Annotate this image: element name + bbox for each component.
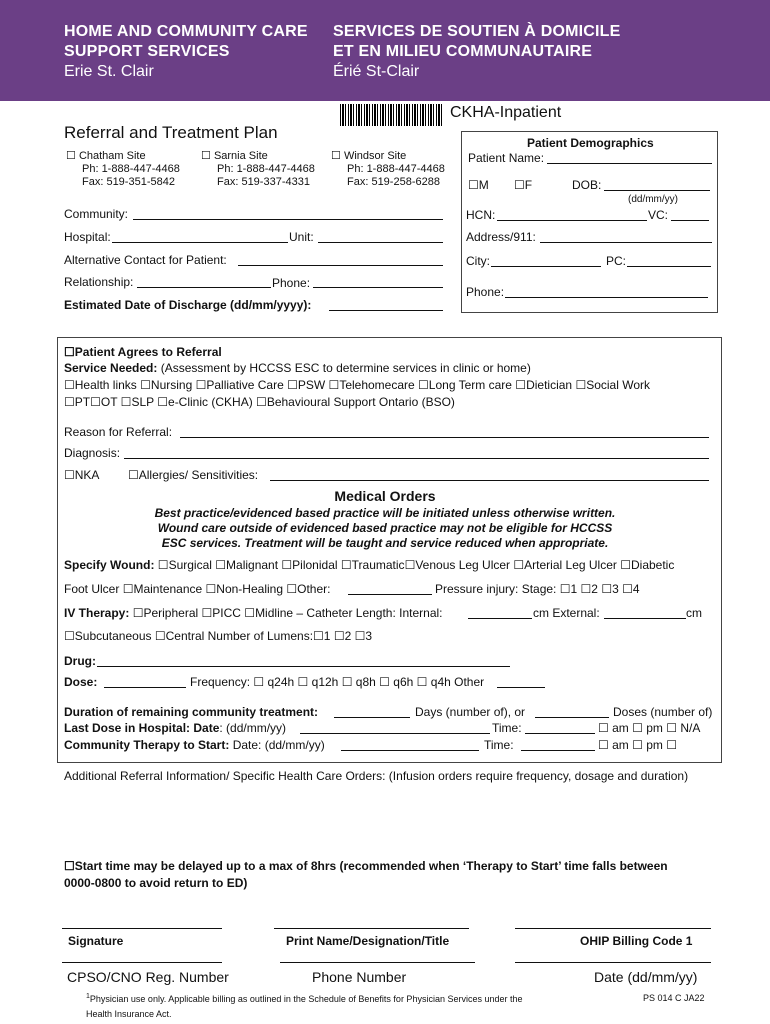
iv-option-label: Central: [165, 629, 205, 643]
site-name: Windsor Site: [343, 150, 407, 162]
service-label: SLP: [131, 395, 154, 409]
female-label: F: [524, 178, 533, 192]
diagnosis-field[interactable]: [124, 458, 709, 459]
dose-label: Dose:: [64, 675, 98, 689]
community-field[interactable]: [133, 219, 443, 220]
checkbox-icon[interactable]: [405, 558, 416, 572]
wound-option-label: Pilonidal: [292, 558, 338, 572]
checkbox-icon[interactable]: [253, 675, 264, 689]
lumen-label: 2: [344, 629, 352, 643]
footnote: [86, 989, 523, 1022]
freq-q8h[interactable]: [342, 675, 376, 689]
services-row1: [64, 378, 650, 392]
hospital-label: Hospital:: [64, 230, 111, 244]
duration-days-label: Days (number of), or: [415, 705, 526, 719]
form-title: Referral and Treatment Plan: [64, 123, 278, 142]
start-time-note[interactable]: [64, 859, 668, 873]
reason-label: Reason for Referral:: [64, 425, 173, 439]
checkbox-icon[interactable]: [201, 150, 211, 162]
checkbox-icon[interactable]: [64, 468, 75, 482]
checkbox-icon[interactable]: [560, 582, 571, 596]
drug-field[interactable]: [97, 666, 510, 667]
reason-field[interactable]: [180, 437, 709, 438]
iv-option-label: Subcutaneous: [74, 629, 152, 643]
orders-note-3: ESC services. Treatment will be taught and service reduced when appropriate.: [161, 536, 609, 550]
iv-option-label: PICC: [212, 606, 241, 620]
pc-field[interactable]: [627, 266, 711, 267]
frequency-row: [190, 675, 484, 689]
relationship-label: Relationship:: [64, 275, 134, 289]
checkbox-icon[interactable]: [64, 345, 75, 359]
footnote-line-2: Health Insurance Act.: [86, 1009, 172, 1019]
demo-phone-field[interactable]: [505, 297, 708, 298]
header-banner: [0, 0, 770, 101]
site-windsor[interactable]: [331, 150, 445, 189]
address-label: Address/911:: [466, 230, 536, 244]
site-phone: Ph: 1-888-447-4468: [82, 163, 180, 175]
lumen-label: 3: [365, 629, 373, 643]
allergies-option[interactable]: [128, 468, 258, 482]
checkbox-icon[interactable]: [256, 395, 267, 409]
dose-field[interactable]: [104, 687, 186, 688]
header-en-region: Erie St. Clair: [64, 63, 154, 80]
additional-info-label: Additional Referral Information/ Specific Health Care Orders: (Infusion orders require frequency, dosage and duration): [64, 769, 689, 783]
wound-option-label: Non-Healing: [216, 582, 283, 596]
dob-format: (dd/mm/yy): [628, 194, 678, 205]
last-dose-date-field[interactable]: [300, 733, 490, 734]
start-am[interactable]: [598, 738, 629, 752]
cm-external-label: cm External:: [533, 606, 600, 620]
service-ltc[interactable]: [418, 378, 512, 392]
freq-label: q6h: [393, 675, 414, 689]
patient-agrees[interactable]: [64, 345, 222, 359]
barcode: [340, 104, 444, 126]
alt-contact-field[interactable]: [238, 265, 443, 266]
alt-contact-label: Alternative Contact for Patient:: [64, 253, 227, 267]
pressure-injury-label: Pressure injury: Stage:: [435, 582, 557, 596]
na-label: N/A: [680, 721, 701, 735]
service-label: Social Work: [586, 378, 650, 392]
cpso-label: CPSO/CNO Reg. Number: [67, 969, 229, 985]
sex-male[interactable]: [468, 178, 489, 192]
hospital-field[interactable]: [112, 242, 288, 243]
checkbox-icon[interactable]: [313, 629, 324, 643]
wound-option-label: Venous Leg Ulcer: [415, 558, 511, 572]
freq-other-field[interactable]: [497, 687, 545, 688]
site-chatham[interactable]: [66, 150, 180, 189]
community-start-label: Community Therapy to Start:: [64, 738, 230, 752]
community-start-format: Date: (dd/mm/yy): [229, 738, 325, 752]
dose-row: [64, 675, 97, 689]
checkbox-icon[interactable]: [298, 675, 309, 689]
freq-q12h[interactable]: [298, 675, 339, 689]
orders-note-1: Best practice/evidenced based practice will be initiated unless otherwise written.: [154, 506, 616, 520]
checkbox-icon[interactable]: [620, 558, 631, 572]
additional-info-area[interactable]: [64, 786, 714, 850]
checkbox-icon[interactable]: [64, 395, 75, 409]
relationship-field[interactable]: [137, 287, 271, 288]
freq-q4h[interactable]: [417, 675, 451, 689]
wound-option-label: Other:: [297, 582, 331, 596]
checkbox-icon[interactable]: [329, 378, 340, 392]
checkbox-icon[interactable]: [581, 582, 592, 596]
lumen-2[interactable]: [334, 629, 351, 643]
service-label: Health links: [74, 378, 137, 392]
wound-malignant[interactable]: [215, 558, 278, 572]
wound-option-label: Maintenance: [133, 582, 203, 596]
patient-name-label: Patient Name:: [468, 151, 545, 165]
wound-other-field[interactable]: [348, 594, 432, 595]
iv-peripheral[interactable]: [133, 606, 198, 620]
print-name-label: Print Name/Designation/Title: [286, 934, 450, 948]
checkbox-icon[interactable]: [66, 150, 76, 162]
date-line[interactable]: [515, 962, 711, 963]
diagnosis-label: Diagnosis:: [64, 446, 121, 460]
footnote-line-1: Physician use only. Applicable billing as outlined in the Schedule of Benefits for Physician Services under the: [89, 994, 523, 1004]
service-health-links[interactable]: [64, 378, 137, 392]
last-dose-time-label: Time:: [492, 721, 522, 735]
freq-q6h[interactable]: [379, 675, 413, 689]
wound-option-label: Surgical: [168, 558, 212, 572]
service-ot[interactable]: [90, 395, 117, 409]
unit-field[interactable]: [318, 242, 443, 243]
checkbox-icon[interactable]: [334, 629, 345, 643]
stage-4[interactable]: [622, 582, 639, 596]
service-needed-note: (Assessment by HCCSS ESC to determine services in clinic or home): [157, 361, 531, 375]
freq-label: q4h: [430, 675, 451, 689]
freq-q24h[interactable]: [253, 675, 294, 689]
site-phone: Ph: 1-888-447-4468: [217, 163, 315, 175]
checkbox-icon[interactable]: [514, 178, 525, 192]
phone-label: Phone:: [272, 276, 311, 290]
pm-label: pm: [646, 721, 663, 735]
checkbox-icon[interactable]: [157, 395, 168, 409]
service-bso[interactable]: [256, 395, 455, 409]
checkbox-icon[interactable]: [355, 629, 366, 643]
wound-non-healing[interactable]: [206, 582, 283, 596]
medical-orders-title: Medical Orders: [334, 488, 436, 504]
freq-label: q12h: [311, 675, 339, 689]
last-dose-am[interactable]: [598, 721, 629, 735]
orders-note-2: Wound care outside of evidenced based practice may not be eligible for HCCSS: [157, 521, 613, 535]
nka-option[interactable]: [64, 468, 99, 482]
checkbox-icon[interactable]: [598, 738, 609, 752]
wound-maintenance[interactable]: [123, 582, 202, 596]
drug-label: Drug:: [64, 654, 96, 668]
header-fr-line2: ET EN MILIEU COMMUNAUTAIRE: [333, 43, 593, 60]
stage-2[interactable]: [581, 582, 598, 596]
city-label: City:: [466, 254, 490, 268]
community-start-time-label: Time:: [484, 738, 514, 752]
lumen-row: [64, 629, 372, 643]
service-telehomecare[interactable]: [329, 378, 415, 392]
checkbox-icon[interactable]: [155, 629, 166, 643]
iv-therapy-label: IV Therapy:: [64, 606, 130, 620]
checkbox-icon[interactable]: [158, 558, 169, 572]
dob-field[interactable]: [604, 190, 710, 191]
service-pt[interactable]: [64, 395, 90, 409]
checkbox-icon[interactable]: [64, 629, 75, 643]
foot-ulcer-label: Foot Ulcer: [64, 582, 120, 596]
demographics-title: Patient Demographics: [527, 136, 654, 150]
community-start-row: [64, 738, 325, 752]
checkbox-icon[interactable]: [133, 606, 144, 620]
checkbox-icon[interactable]: [121, 395, 132, 409]
site-fax: Fax: 519-337-4331: [217, 176, 310, 188]
site-name: Chatham Site: [78, 150, 146, 162]
checkbox-icon[interactable]: [632, 738, 643, 752]
lumen-label: 1: [323, 629, 331, 643]
city-field[interactable]: [491, 266, 601, 267]
service-label: Behavioural Support Ontario (BSO): [266, 395, 455, 409]
service-social-work[interactable]: [575, 378, 650, 392]
service-label: Telehomecare: [339, 378, 415, 392]
ohip-label: OHIP Billing Code 1: [580, 934, 693, 948]
patient-name-field[interactable]: [547, 163, 712, 164]
signature-line[interactable]: [62, 928, 222, 929]
community-start-ampm: [598, 738, 677, 752]
start-time-note-2: 0000-0800 to avoid return to ED): [64, 876, 248, 890]
allergies-label: Allergies/ Sensitivities:: [138, 468, 259, 482]
checkbox-icon[interactable]: [287, 378, 298, 392]
start-pm[interactable]: [632, 738, 663, 752]
service-label: Dietician: [526, 378, 573, 392]
checkbox-icon[interactable]: [206, 582, 217, 596]
sex-female[interactable]: [514, 178, 532, 192]
unit-label: Unit:: [289, 230, 314, 244]
last-dose-row: [64, 721, 286, 735]
checkbox-icon[interactable]: [202, 606, 213, 620]
stage-3[interactable]: [601, 582, 618, 596]
checkbox-icon[interactable]: [286, 582, 297, 596]
service-slp[interactable]: [121, 395, 154, 409]
ohip-line[interactable]: [515, 928, 711, 929]
header-fr-region: Érié St-Clair: [333, 63, 420, 80]
wound-label: Specify Wound:: [64, 558, 155, 572]
vc-field[interactable]: [671, 220, 709, 221]
pc-label: PC:: [606, 254, 627, 268]
date-label: Date (dd/mm/yy): [594, 969, 698, 985]
checkbox-icon[interactable]: [417, 675, 428, 689]
service-label: Nursing: [150, 378, 193, 392]
pm-label: pm: [646, 738, 663, 752]
external-length-field[interactable]: [604, 618, 686, 619]
checkbox-icon[interactable]: [90, 395, 101, 409]
header-en-line2: SUPPORT SERVICES: [64, 43, 230, 60]
community-start-date-field[interactable]: [341, 750, 479, 751]
footnote-sup: 1: [86, 993, 90, 1000]
service-label: PT: [74, 395, 91, 409]
start-time-note-text: Start time may be delayed up to a max of 8hrs (recommended when ‘Therapy to Start’ time falls between: [74, 859, 668, 873]
checkbox-icon[interactable]: [513, 558, 524, 572]
wound-diabetic[interactable]: [620, 558, 674, 572]
freq-other-label: Other: [454, 675, 485, 689]
service-label: e-Clinic (CKHA): [168, 395, 253, 409]
stage-label: 3: [612, 582, 619, 596]
service-label: PSW: [297, 378, 326, 392]
wound-other[interactable]: [286, 582, 330, 596]
checkbox-icon[interactable]: [341, 558, 352, 572]
address-field[interactable]: [540, 242, 712, 243]
checkbox-icon[interactable]: [342, 675, 353, 689]
iv-picc[interactable]: [202, 606, 241, 620]
service-eclinic[interactable]: [157, 395, 252, 409]
checkbox-icon[interactable]: [575, 378, 586, 392]
wound-option-label: Malignant: [226, 558, 279, 572]
last-dose-time-field[interactable]: [525, 733, 595, 734]
wound-surgical[interactable]: [158, 558, 212, 572]
internal-length-field[interactable]: [468, 618, 532, 619]
form-number: PS 014 C JA22: [643, 993, 705, 1003]
checkbox-icon[interactable]: [666, 721, 677, 735]
checkbox-icon[interactable]: [418, 378, 429, 392]
duration-row: [64, 705, 318, 719]
checkbox-icon[interactable]: [244, 606, 255, 620]
checkbox-icon[interactable]: [281, 558, 292, 572]
hcn-label: HCN:: [466, 208, 496, 222]
header-en-line1: HOME AND COMMUNITY CARE: [64, 23, 308, 40]
wound-traumatic[interactable]: [341, 558, 405, 572]
dob-label: DOB:: [572, 178, 602, 192]
stage-label: 4: [632, 582, 640, 596]
service-nursing[interactable]: [140, 378, 192, 392]
checkbox-icon[interactable]: [622, 582, 633, 596]
iv-therapy-row: [64, 606, 443, 620]
allergies-field[interactable]: [270, 480, 709, 481]
header-fr-line1: SERVICES DE SOUTIEN À DOMICILE: [333, 23, 621, 40]
am-label: am: [612, 721, 629, 735]
iv-midline[interactable]: [244, 606, 442, 620]
checkbox-icon[interactable]: [123, 582, 134, 596]
stage-label: 2: [591, 582, 598, 596]
header-french: [333, 22, 621, 82]
community-start-time-field[interactable]: [521, 750, 595, 751]
drug-label-text: Drug: [64, 654, 92, 668]
checkbox-icon[interactable]: [215, 558, 226, 572]
freq-label: q8h: [355, 675, 376, 689]
iv-option-label: Midline – Catheter Length: Internal:: [255, 606, 443, 620]
checkbox-icon[interactable]: [140, 378, 151, 392]
hcn-field[interactable]: [497, 220, 647, 221]
service-needed-line: [64, 361, 531, 375]
checkbox-icon[interactable]: [379, 675, 390, 689]
wound-row-2: [64, 582, 330, 596]
last-dose-label: Last Dose in Hospital: Date: [64, 721, 220, 735]
checkbox-icon[interactable]: [128, 468, 139, 482]
cpso-line[interactable]: [62, 962, 222, 963]
phone-number-label: Phone Number: [312, 969, 407, 985]
lumen-3[interactable]: [355, 629, 372, 643]
checkbox-icon[interactable]: [632, 721, 643, 735]
site-fax: Fax: 519-258-6288: [347, 176, 440, 188]
community-label: Community:: [64, 207, 129, 221]
last-dose-na[interactable]: [666, 721, 700, 735]
services-row2: [64, 395, 455, 409]
patient-agrees-label: Patient Agrees to Referral: [74, 345, 222, 359]
freq-label: q24h: [267, 675, 295, 689]
signature-label: Signature: [68, 934, 124, 948]
service-dietician[interactable]: [515, 378, 572, 392]
checkbox-icon[interactable]: [598, 721, 609, 735]
last-dose-ampm: [598, 721, 700, 735]
service-label: OT: [100, 395, 118, 409]
duration-label: Duration of remaining community treatment:: [64, 705, 319, 719]
lumens-label: Number of Lumens:: [207, 629, 314, 643]
checkbox-icon[interactable]: [64, 859, 75, 873]
service-palliative[interactable]: [196, 378, 284, 392]
duration-doses-field[interactable]: [535, 717, 609, 718]
service-label: Long Term care: [428, 378, 512, 392]
wound-row-1: [64, 558, 674, 572]
checkbox-icon[interactable]: [331, 150, 341, 162]
checkbox-icon[interactable]: [196, 378, 207, 392]
wound-option-label: Traumatic: [351, 558, 405, 572]
checkbox-icon[interactable]: [515, 378, 526, 392]
am-label: am: [612, 738, 629, 752]
site-fax: Fax: 519-351-5842: [82, 176, 175, 188]
iv-option-label: Peripheral: [143, 606, 199, 620]
checkbox-icon[interactable]: [601, 582, 612, 596]
duration-doses-label: Doses (number of): [613, 705, 713, 719]
duration-days-field[interactable]: [334, 717, 410, 718]
form-code: CKHA-Inpatient: [450, 104, 562, 121]
phone-number-line[interactable]: [280, 962, 475, 963]
discharge-label: Estimated Date of Discharge (dd/mm/yyyy):: [64, 298, 312, 312]
print-name-line[interactable]: [274, 928, 469, 929]
discharge-field[interactable]: [329, 310, 443, 311]
male-label: M: [478, 178, 489, 192]
header-english: [64, 22, 308, 82]
wound-option-label: Arterial Leg Ulcer: [524, 558, 617, 572]
site-sarnia[interactable]: [201, 150, 315, 189]
site-phone: Ph: 1-888-447-4468: [347, 163, 445, 175]
start-extra-checkbox[interactable]: [666, 738, 677, 752]
checkbox-icon[interactable]: [64, 378, 75, 392]
demo-phone-label: Phone:: [466, 285, 505, 299]
wound-option-label: Diabetic: [630, 558, 675, 572]
service-needed-label: Service Needed:: [64, 361, 158, 375]
service-label: Palliative Care: [206, 378, 284, 392]
service-psw[interactable]: [287, 378, 325, 392]
last-dose-format: : (dd/mm/yy): [219, 721, 287, 735]
iv-subcutaneous[interactable]: [64, 629, 152, 643]
stage-1[interactable]: [560, 582, 577, 596]
lumen-1[interactable]: [313, 629, 330, 643]
site-name: Sarnia Site: [213, 150, 268, 162]
last-dose-pm[interactable]: [632, 721, 663, 735]
cm-label: cm: [686, 606, 702, 620]
nka-label: NKA: [74, 468, 100, 482]
stage-label: 1: [570, 582, 578, 596]
checkbox-icon[interactable]: [468, 178, 479, 192]
wound-arterial[interactable]: [513, 558, 616, 572]
vc-label: VC:: [648, 208, 669, 222]
pressure-injury: [435, 582, 640, 596]
wound-venous[interactable]: [405, 558, 511, 572]
phone-field[interactable]: [313, 287, 443, 288]
wound-pilonidal[interactable]: [281, 558, 337, 572]
iv-central[interactable]: [155, 629, 204, 643]
frequency-label: Frequency:: [190, 675, 251, 689]
